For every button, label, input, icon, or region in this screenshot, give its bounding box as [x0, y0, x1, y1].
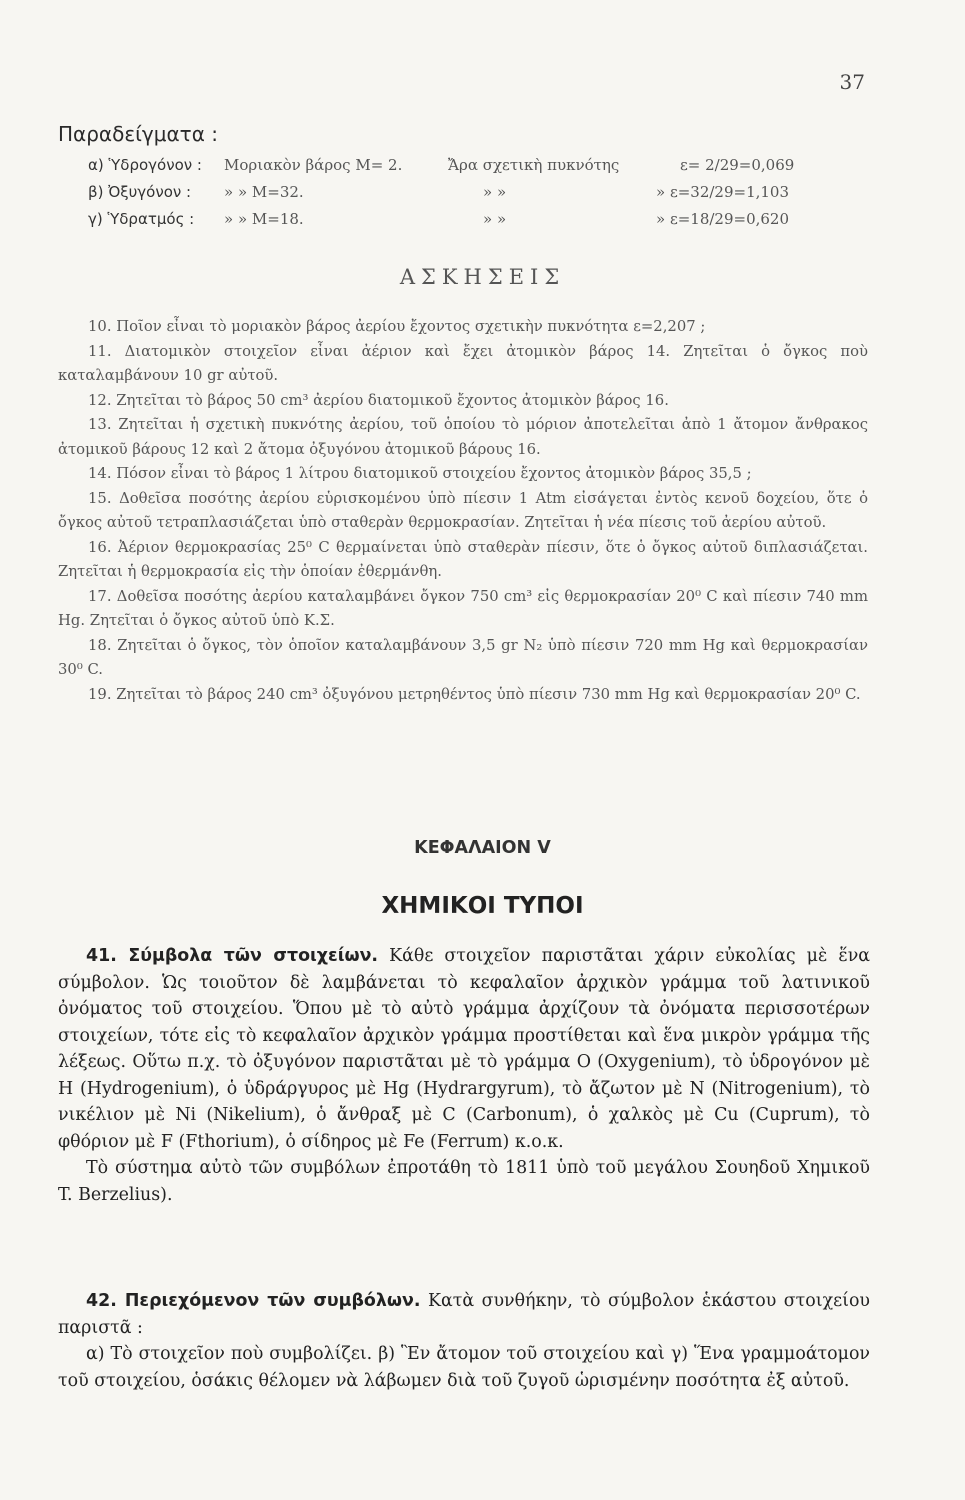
chapter-label: ΚΕΦΑΛΑΙΟΝ V: [414, 838, 551, 858]
section-41-paragraph-2: Τὸ σύστημα αὐτὸ τῶν συμβόλων ἐπροτάθη τὸ 1811 ὑπὸ τοῦ μεγάλου Σουηδοῦ Χημικοῦ T. Berzelius).: [58, 1158, 870, 1205]
section-42-paragraph-2: α) Τὸ στοιχεῖον ποὺ συμβολίζει. β) Ἓν ἄτομον τοῦ στοιχείου καὶ γ) Ἕνα γραμμοάτομον τοῦ στοιχείου, ὁσάκις θέλομεν νὰ λάβωμεν διὰ τοῦ ζυγοῦ ὡρισμένην ποσότητα ἐξ αὐτοῦ.: [58, 1344, 870, 1391]
exercises-title: ΑΣΚΗΣΕΙΣ: [399, 265, 566, 289]
exercise-item: 13. Ζητεῖται ἡ σχετικὴ πυκνότης ἀερίου, τοῦ ὁποίου τὸ μόριον ἀποτελεῖται ἀπὸ 1 ἄτομον ἄνθρακος ἀτομικοῦ βάρους 12 καὶ 2 ἄτομα ὀξυγόνου ἀτομικοῦ βάρους 16.: [58, 416, 868, 458]
page-number: 37: [839, 70, 865, 94]
exercise-item: 10. Ποῖον εἶναι τὸ μοριακὸν βάρος ἀερίου ἔχοντος σχετικὴν πυκνότητα ε=2,207 ;: [88, 318, 706, 335]
section-41-text: Κάθε στοιχεῖον παριστᾶται χάριν εὐκολίας μὲ ἕνα σύμβολον. Ὡς τοιοῦτον δὲ λαμβάνεται τὸ κεφαλαῖον ἀρχικὸν γράμμα τοῦ λατινικοῦ ὀνόματος τοῦ στοιχείου. Ὅπου μὲ τὸ αὐτὸ γράμμα ἀρχίζουν τὰ ὀνόματα περισσοτέρων στοιχείων, τότε εἰς τὸ κεφαλαῖον ἀρχικὸν γράμμα προστίθεται καὶ ἕνα μικρὸν γράμμα τῆς λέξεως. Οὕτω π.χ. τὸ ὀξυγόνον παριστᾶται μὲ τὸ γράμμα O (Oxygenium), τὸ ὑδρογόνον μὲ H (Hydrogenium), ὁ ὑδράργυρος μὲ Hg (Hydrargyrum), τὸ ἄζωτον μὲ N (Nitrogenium), τὸ νικέλιον μὲ Ni (Nikelium), ὁ ἄνθραξ μὲ C (Carbonum), ὁ χαλκὸς μὲ Cu (Cuprum), τὸ φθόριον μὲ F (Fthorium), ὁ σίδηρος μὲ Fe (Ferrum) κ.ο.κ.: [58, 946, 871, 1152]
exercise-list: [58, 315, 868, 707]
example-molar-mass: » » M=32.: [224, 183, 304, 201]
example-relative-density-label: » »: [483, 210, 507, 228]
section-41-paragraph: [58, 943, 870, 1155]
exercise-item: 16. Ἀέριον θερμοκρασίας 25⁰ C θερμαίνεται ὑπὸ σταθερὰν πίεσιν, ὅτε ὁ ὄγκος αὐτοῦ διπλασιάζεται. Ζητεῖται ἡ θερμοκρασία εἰς τὴν ὁποίαν ἐθερμάνθη.: [58, 538, 868, 580]
exercise-item: 15. Δοθεῖσα ποσότης ἀερίου εὑρισκομένου ὑπὸ πίεσιν 1 Atm εἰσάγεται ἐντὸς κενοῦ δοχείου, ὅτε ὁ ὄγκος αὐτοῦ τετραπλασιάζεται ὑπὸ σταθερὰν θερμοκρασίαν. Ζητεῖται ἡ νέα πίεσις τοῦ ἀερίου αὐτοῦ.: [58, 489, 868, 531]
exercise-item: 11. Διατομικὸν στοιχεῖον εἶναι ἀέριον καὶ ἔχει ἀτομικὸν βάρος 14. Ζητεῖται ὁ ὄγκος ποὺ καταλαμβάνουν 10 gr αὐτοῦ.: [58, 342, 868, 384]
example-molar-mass: Μοριακὸν βάρος M= 2.: [224, 156, 403, 174]
exercise-item: 18. Ζητεῖται ὁ ὄγκος, τὸν ὁποῖον καταλαμβάνουν 3,5 gr N₂ ὑπὸ πίεσιν 720 mm Hg καὶ θερμοκρασίαν 30⁰ C.: [58, 636, 868, 678]
example-epsilon: » ε=32/29=1,103: [656, 183, 790, 201]
example-label: γ) Ὑδρατμός :: [88, 210, 195, 228]
section-42-text: Κατὰ συνθήκην, τὸ σύμβολον ἑκάστου στοιχείου παριστᾶ :: [58, 1291, 870, 1338]
example-label: β) Ὀξυγόνον :: [88, 183, 192, 201]
examples-heading: Παραδείγματα :: [58, 122, 218, 146]
section-42-heading: 42. Περιεχόμενον τῶν συμβόλων.: [86, 1291, 421, 1311]
exercise-item: 19. Ζητεῖται τὸ βάρος 240 cm³ ὀξυγόνου μετρηθέντος ὑπὸ πίεσιν 730 mm Hg καὶ θερμοκρασίαν 20⁰ C.: [88, 685, 861, 703]
exercise-item: 12. Ζητεῖται τὸ βάρος 50 cm³ ἀερίου διατομικοῦ ἔχοντος ἀτομικὸν βάρος 16.: [88, 391, 669, 409]
example-molar-mass: » » M=18.: [224, 210, 304, 228]
chapter-title: ΧΗΜΙΚΟΙ ΤΥΠΟΙ: [381, 893, 584, 919]
example-epsilon: ε= 2/29=0,069: [680, 156, 795, 174]
section-41: [58, 943, 870, 1208]
example-relative-density-label: Ἄρα σχετικὴ πυκνότης: [448, 156, 620, 174]
example-label: α) Ὑδρογόνον :: [88, 156, 202, 174]
section-42-paragraph: [58, 1288, 870, 1341]
example-epsilon: » ε=18/29=0,620: [656, 210, 790, 228]
example-relative-density-label: » »: [483, 183, 507, 201]
section-42: [58, 1288, 870, 1394]
exercise-item: 14. Πόσον εἶναι τὸ βάρος 1 λίτρου διατομικοῦ στοιχείου ἔχοντος ἀτομικὸν βάρος 35,5 ;: [88, 465, 752, 482]
section-41-heading: 41. Σύμβολα τῶν στοιχείων.: [86, 946, 379, 966]
exercise-item: 17. Δοθεῖσα ποσότης ἀερίου καταλαμβάνει ὄγκον 750 cm³ εἰς θερμοκρασίαν 20⁰ C καὶ πίεσιν 740 mm Hg. Ζητεῖται ὁ ὄγκος αὐτοῦ ὑπὸ Κ.Σ.: [58, 587, 868, 629]
